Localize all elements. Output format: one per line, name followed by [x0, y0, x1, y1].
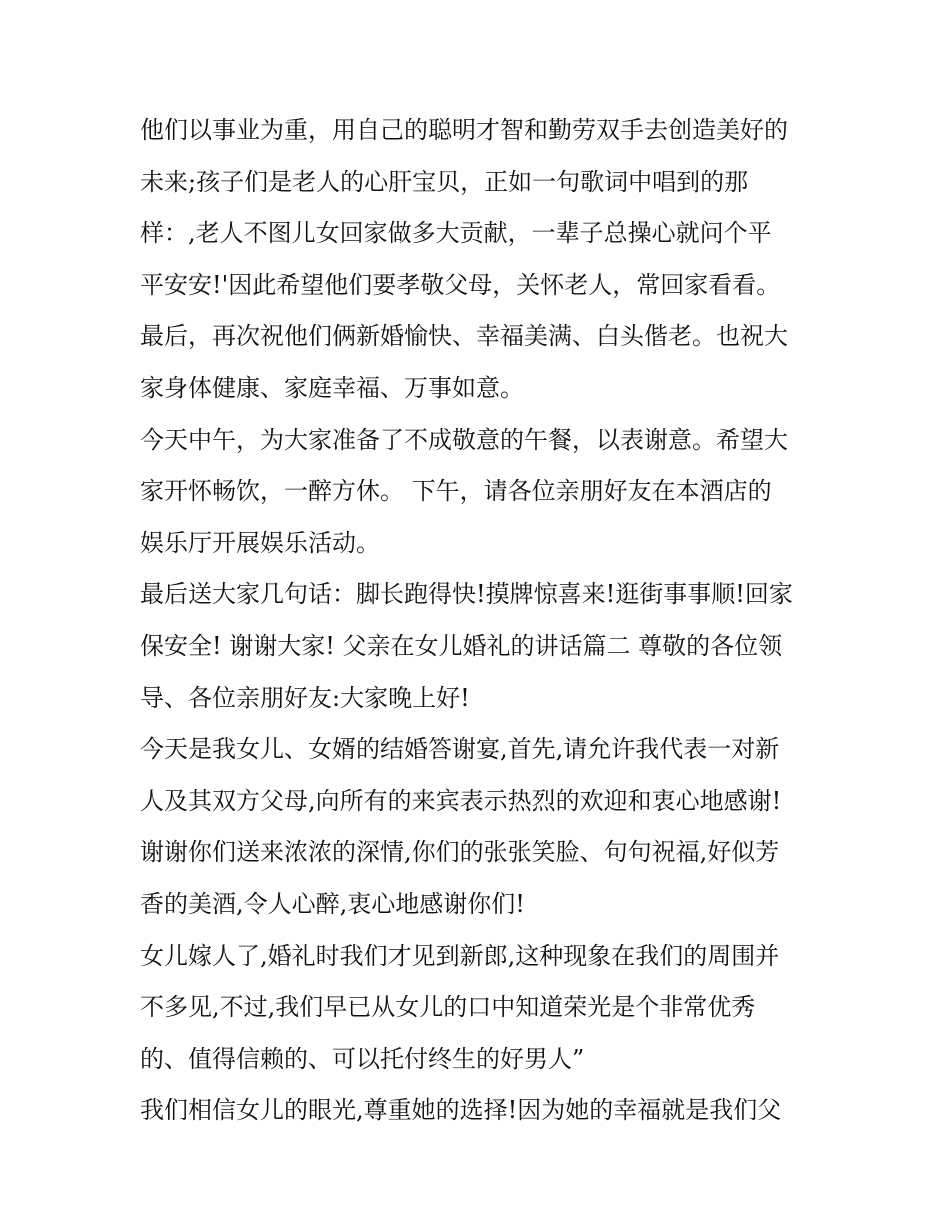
document-body-text [140, 105, 830, 1137]
text-line: 导、各位亲朋好友:大家晚上好! [140, 683, 470, 712]
text-line: 他们以事业为重，用自己的聪明才智和勤劳双手去创造美好的 [140, 116, 788, 144]
text-line: 今天是我女儿、女婿的结婚答谢宴,首先,请允许我代表一对新 [140, 735, 780, 764]
text-line: 保安全! 谢谢大家! 父亲在女儿婚礼的讲话篇二 尊敬的各位领 [140, 631, 783, 660]
text-line: 未来;孩子们是老人的心肝宝贝，正如一句歌词中唱到的那 [140, 167, 749, 196]
text-line: 的、值得信赖的、可以托付终生的好男人” [140, 1044, 585, 1073]
text-line: 最后送大家几句话：脚长跑得快!摸牌惊喜来!逛街事事顺!回家 [140, 580, 793, 609]
text-line: 人及其双方父母,向所有的来宾表示热烈的欢迎和衷心地感谢! [140, 786, 782, 815]
text-line: 样：,老人不图儿女回家做多大贡献，一辈子总操心就问个平 [140, 219, 772, 248]
text-line: 家开怀畅饮，一醉方休。 下午，请各位亲朋好友在本酒店的 [140, 477, 772, 506]
text-line: 最后，再次祝他们俩新婚愉快、幸福美满、白头偕老。也祝大 [140, 322, 788, 351]
text-line: 娱乐厅开展娱乐活动。 [140, 528, 380, 557]
text-line: 不多见,不过,我们早已从女儿的口中知道荣光是个非常优秀 [140, 993, 756, 1022]
text-line: 香的美酒,令人心醉,衷心地感谢你们! [140, 889, 525, 918]
text-line: 谢谢你们送来浓浓的深情,你们的张张笑脸、句句祝福,好似芳 [140, 838, 780, 867]
text-line: 今天中午，为大家准备了不成敬意的午餐，以表谢意。希望大 [140, 425, 788, 454]
text-line: 平安安!'因此希望他们要孝敬父母，关怀老人，常回家看看。 [140, 270, 781, 299]
text-line: 女儿嫁人了,婚礼时我们才见到新郎,这种现象在我们的周围并 [140, 941, 780, 970]
text-line: 家身体健康、家庭幸福、万事如意。 [140, 373, 524, 402]
text-line: 我们相信女儿的眼光,尊重她的选择!因为她的幸福就是我们父 [140, 1096, 782, 1125]
